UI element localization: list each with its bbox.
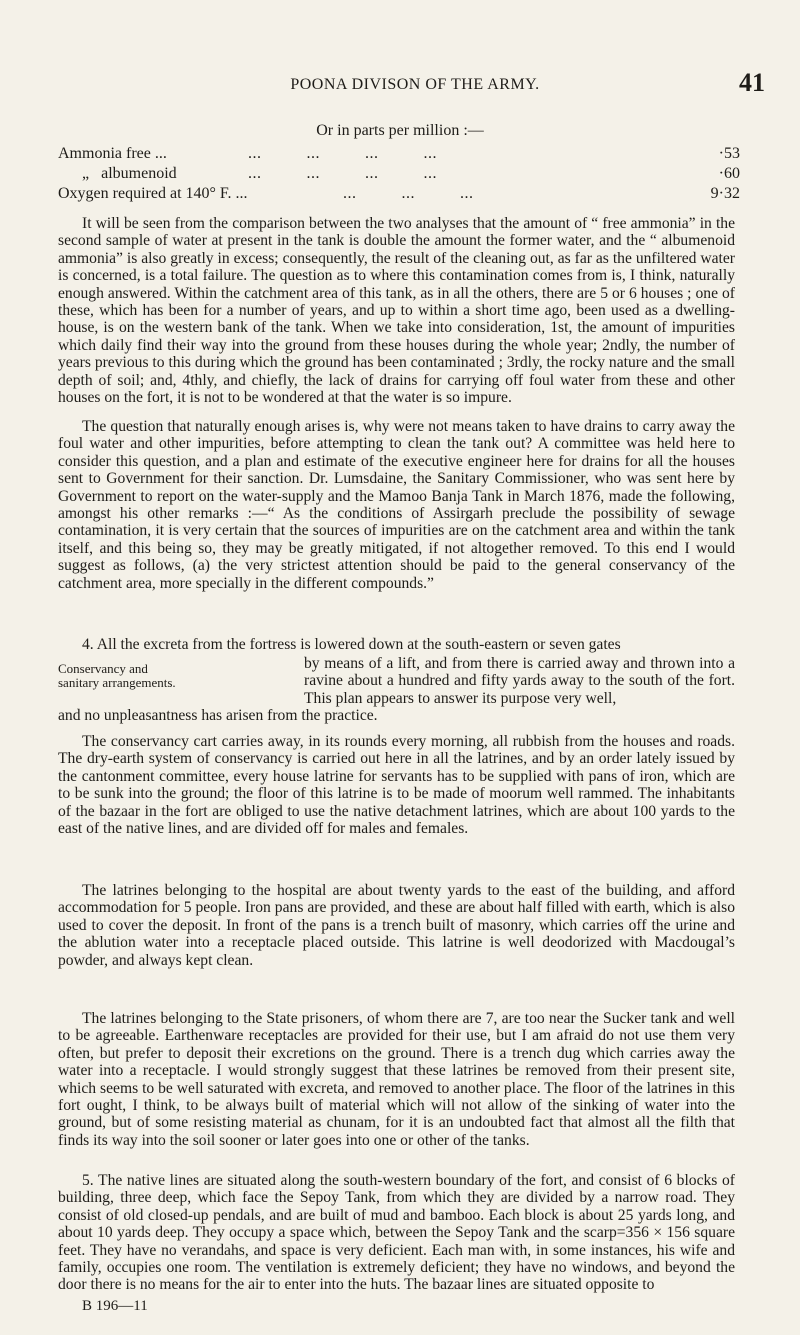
table-row-ammonia-free [58, 145, 740, 165]
paragraph-2 [58, 418, 735, 592]
paragraph-1 [58, 215, 735, 406]
table-row-leader: ... ... ... ... [248, 165, 437, 182]
paragraph-text: The latrines belonging to the hospital are about twenty yards to the east of the building, and afford accommodation for 5 people. Iron pans are provided, and these are about half filled with earth, which is also used to cover the deposit. In front of the pans is a trench built of masonry, which carries off the urine and the ablution water into a receptacle placed outside. This latrine is well deodorized with Macdougal’s powder, and always kept clean. [58, 882, 735, 969]
paragraph-text: The conservancy cart carries away, in its rounds every morning, all rubbish from the houses and roads. The dry-earth system of conservancy is carried out here in all the latrines, and by an order lately issued by the cantonment committee, every house latrine for servants has to be supplied with pans of iron, which are to be sunk into the ground; the floor of this latrine is to be made of moorum well rammed. The inhabitants of the bazaar in the fort are obliged to use the native detachment latrines, which are about 100 yards to the east of the native lines, and are divided off for males and females. [58, 733, 735, 838]
paragraph-7 [58, 1010, 735, 1149]
paragraph-text: It will be seen from the comparison between the two analyses that the amount of “ free ammonia” in the second sample of water at present in the tank is double the amount the former water, and the “ albumenoid ammonia” is also greatly in excess; consequently, the result of the cleaning out, as far as the unfiltered water is concerned, is a total failure. The question as to where this contamination comes from is, I think, naturally enough answered. Within the catchment area of this tank, as in all the others, there are 5 or 6 houses ; one of these, which has been for a number of years, and up to within a short time ago, been used as a dwelling-house, is on the western bank of the tank. When we take into consideration, 1st, the amount of impurities which daily find their way into the ground from these houses during the whole year; 2ndly, the number of years previous to this during which the ground has been contaminated ; 3rdly, the rocky nature and the small depth of soil; and, 4thly, and chiefly, the lack of drains for carrying off foul water from these and other houses on the fort, it is not to be wondered at that the water is so impure. [58, 215, 735, 407]
paragraph-6 [58, 882, 735, 969]
table-caption: Or in parts per million :— [316, 122, 484, 139]
running-head: POONA DIVISON OF THE ARMY. [290, 76, 540, 93]
table-row-label: Ammonia free ... [58, 145, 167, 162]
page-number: 41 [739, 68, 765, 97]
paragraph-8 [58, 1172, 735, 1294]
paragraph-4-first-line [58, 636, 735, 653]
table-row-value: ·53 [718, 145, 740, 162]
paragraph-text: 5. The native lines are situated along the south-western boundary of the fort, and consist of 6 blocks of building, three deep, which face the Sepoy Tank, from which they are divided by a narrow road. They consist of old closed-up pendals, and are built of mud and bamboo. Each block is about 25 yards long, and about 10 yards deep. They occupy a space which, between the Sepoy Tank and the scarp=356 × 156 square feet. They have no verandahs, and space is very deficient. Each man with, in some instances, his wife and family, occupies one room. The ventilation is extremely deficient; they have no windows, and beyond the door there is no means for the air to enter into the huts. The bazaar lines are situated opposite to [58, 1172, 735, 1294]
paragraph-text: The question that naturally enough arises is, why were not means taken to have drains to carry away the foul water and other impurities, before attempting to clean the tank out? A committee was held here to consider this question, and a plan and estimate of the executive engineer here for drains for all the houses sent to Government for their sanction. Dr. Lumsdaine, the Sanitary Commissioner, who was sent here by Government to report on the water-supply and the Mamoo Banja Tank in March 1876, made the following, amongst his other remarks :—“ As the conditions of Assirgarh preclude the possibility of sewage contamination, it is very certain that the sources of impurities are on the catchment area and within the tank itself, and this being so, they may be greatly mitigated, if not altogether removed. To this end I would suggest as follows, (a) the very strictest attention should be paid to the general conservancy of the catchment area, more specially in the different compounds.” [58, 418, 735, 592]
paragraph-5 [58, 733, 735, 837]
paragraph-4-indented: by means of a lift, and from there is carried away and thrown into a ravine about a hundred and fifty yards away to the south of the fort. This plan appears to answer its purpose very well, [304, 655, 735, 707]
table-row-value: ·60 [718, 165, 740, 182]
marginal-note: Conservancy and sanitary arrangements. [58, 661, 176, 690]
paragraph-text: The latrines belonging to the State prisoners, of whom there are 7, are too near the Sucker tank and well to be agreeable. Earthenware receptacles are provided for their use, but I am afraid do not use them very often, but prefer to deposit their excretions on the ground. There is a trench dug which carries away the water into a receptacle. I would strongly suggest that these latrines be removed from their present site, which seems to be well saturated with excreta, and removed to another place. The floor of the latrines in this fort ought, I think, to be always built of material which will not allow of the sinking of water into the ground, but of some resisting material as chunam, for it is an undoubted fact that almost all the filth that finds its way into the soil sooner or later goes into one or other of the tanks. [58, 1010, 735, 1149]
table-row-value: 9·32 [710, 185, 740, 202]
table-row-leader: ... ... ... ... [248, 145, 437, 162]
paragraph-text: 4. All the excreta from the fortress is lowered down at the south-eastern or seven gates [82, 636, 621, 653]
paragraph-text: and no unpleasantness has arisen from the practice. [58, 707, 378, 724]
table-row-albumenoid [58, 165, 740, 185]
table-row-label: Oxygen required at 140° F. ... [58, 185, 248, 202]
page-header [30, 68, 800, 96]
table-row-oxygen [58, 185, 740, 205]
printer-signature: B 196—11 [82, 1298, 148, 1314]
table-row-leader: ... ... ... [298, 185, 474, 202]
table-row-label: „ albumenoid [58, 165, 177, 182]
paragraph-4-last-line [58, 707, 735, 724]
